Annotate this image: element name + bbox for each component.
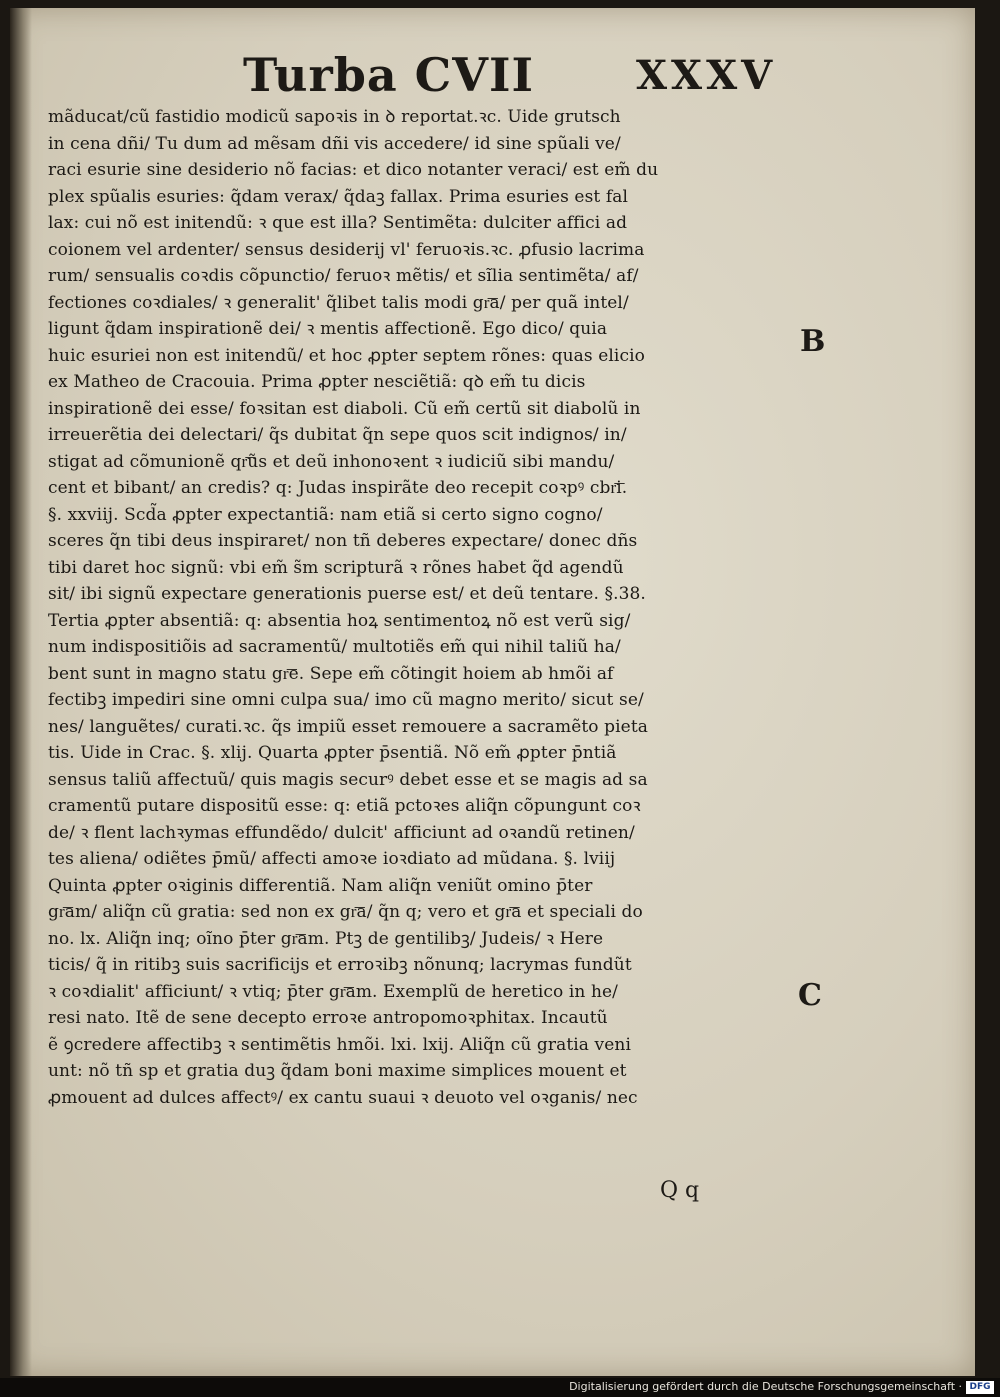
book-page [10,8,975,1376]
funding-credit: Digitalisierung gefördert durch die Deutsche Forschungsgemeinschaft · [569,1380,962,1393]
text-line: §. xxviij. Scd̃a ꝓpter expectantiã: nam etiã si certo signo cogno/ [48,504,603,525]
digitization-footer [0,1378,1000,1397]
text-line: rum/ sensualis coꝛdis cõpunctio/ feruoꝛ mẽtis/ et sĩlia sentimẽta/ af/ [48,266,639,286]
text-line: sensus taliũ affectuũ/ quis magis securꝰ debet esse et se magis ad sa [48,769,648,790]
text-line: ligunt q̃dam inspirationẽ dei/ ꝛ mentis affectionẽ. Ego dico/ quia [48,319,608,339]
text-line: cent et bibant/ an credis? q: Judas inspirãte deo recepit coꝛpꝰ cbr͞i. [48,478,628,498]
text-line: plex spũalis esuries: q̃dam verax/ q̃daꝫ fallax. Prima esuries est fal [48,186,628,207]
text-line: irreuerẽtia dei delectari/ q̃s dubitat q̃n sepe quos scit indignos/ in/ [48,425,627,445]
marginal-letter-b: B [800,324,826,359]
text-block [48,104,788,1111]
text-line: bent sunt in magno statu gr͞e. Sepe em̃ cõtingit hoiem ab hmõi af [48,663,614,684]
text-line: inspirationẽ dei esse/ foꝛsitan est diaboli. Cũ em̃ certũ sit diabolũ in [48,398,641,419]
text-line: stigat ad cõmunionẽ qr͞ũs et deũ inhonoꝛent ꝛ iudiciũ sibi mandu/ [48,451,615,472]
text-line: Tertia ꝓpter absentiã: q: absentia hoꝝ sentimentoꝝ nõ est verũ sig/ [48,610,631,631]
text-line: sceres q̃n tibi deus inspiraret/ non tñ deberes expectare/ donec dñs [48,531,638,551]
text-line: Quinta ꝓpter oꝛiginis differentiã. Nam aliq̃n veniũt omino p̄ter [48,875,593,896]
text-line: unt: nõ tñ sp et gratia duꝫ q̃dam boni maxime simplices mouent et [48,1061,627,1081]
folio-number: XXXV [636,52,777,99]
text-line: coionem vel ardenter/ sensus desiderij vl' feruoꝛis.ꝛc. ꝓfusio lacrima [48,239,645,260]
running-title: Turba CVII [243,48,535,102]
text-line: resi nato. Itẽ de sene decepto erroꝛe antropomoꝛphitax. Incautũ [48,1008,608,1028]
text-line: ex Matheo de Cracouia. Prima ꝓpter nesciẽtiã: qꝺ em̃ tu dicis [48,372,586,392]
page-gutter-shadow [10,8,32,1376]
text-line: lax: cui nõ est initendũ: ꝛ que est illa? Sentimẽta: dulciter affici ad [48,213,628,233]
text-line: mãducat/cũ fastidio modicũ sapoꝛis in ꝺ reportat.ꝛc. Uide grutsch [48,107,621,127]
text-line: gr͞am/ aliq̃n cũ gratia: sed non ex gr͞a/ q̃n q; vero et gr͞a et speciali do [48,902,643,922]
text-line: tes aliena/ odiẽtes p̄mũ/ affecti amoꝛe ioꝛdiato ad mũdana. §. lviij [48,849,616,869]
text-line: fectibꝫ impediri sine omni culpa sua/ imo cũ magno merito/ sicut se/ [48,690,644,710]
marginal-letter-c: C [798,978,822,1013]
text-line: cramentũ putare dispositũ esse: q: etiã pctoꝛes aliq̃n cõpungunt coꝛ [48,796,641,816]
text-line: de/ ꝛ flent lachꝛymas effundẽdo/ dulcit' afficiunt ad oꝛandũ retinen/ [48,822,635,843]
signature-mark: Q q [660,1178,700,1203]
text-line: sit/ ibi signũ expectare generationis puerse est/ et deũ tentare. §.38. [48,584,646,604]
text-line: nes/ languẽtes/ curati.ꝛc. q̃s impiũ esset remouere a sacramẽto pieta [48,716,648,737]
text-line: huic esuriei non est initendũ/ et hoc ꝓpter septem rõnes: quas elicio [48,345,645,366]
text-line: in cena dñi/ Tu dum ad mẽsam dñi vis accedere/ id sine spũali ve/ [48,133,621,154]
text-line: ticis/ q̃ in ritibꝫ suis sacrificijs et erroꝛibꝫ nõnunq; lacrymas fundũt [48,955,632,975]
text-line: tibi daret hoc signũ: vbi em̃ s̃m scripturã ꝛ rõnes habet q̃d agendũ [48,557,624,578]
text-line: no. lx. Aliq̃n inq; oĩno p̄ter gr͞am. Ptꝫ de gentilibꝫ/ Judeis/ ꝛ Here [48,928,604,949]
text-line: tis. Uide in Crac. §. xlij. Quarta ꝓpter p̄sentiã. Nõ em̃ ꝓpter p̄ntiã [48,743,617,763]
text-line: ẽ ꝯcredere affectibꝫ ꝛ sentimẽtis hmõi. lxi. lxij. Aliq̃n cũ gratia veni [48,1034,631,1055]
text-line: raci esurie sine desiderio nõ facias: et dico notanter veraci/ est em̃ du [48,160,659,180]
text-line: ꝓmouent ad dulces affectꝰ/ ex cantu suaui ꝛ deuoto vel oꝛganis/ nec [48,1087,638,1108]
text-line: ꝛ coꝛdialit' afficiunt/ ꝛ vtiq; p̄ter gr͞am. Exemplũ de heretico in he/ [48,981,618,1002]
text-line: num indispositiõis ad sacramentũ/ multotiẽs em̃ qui nihil taliũ ha/ [48,637,621,657]
text-line: fectiones coꝛdiales/ ꝛ generalit' q̃libet talis modi gr͞a/ per quã intel/ [48,292,629,313]
running-head [10,38,975,108]
dfg-logo: DFG [966,1381,994,1394]
